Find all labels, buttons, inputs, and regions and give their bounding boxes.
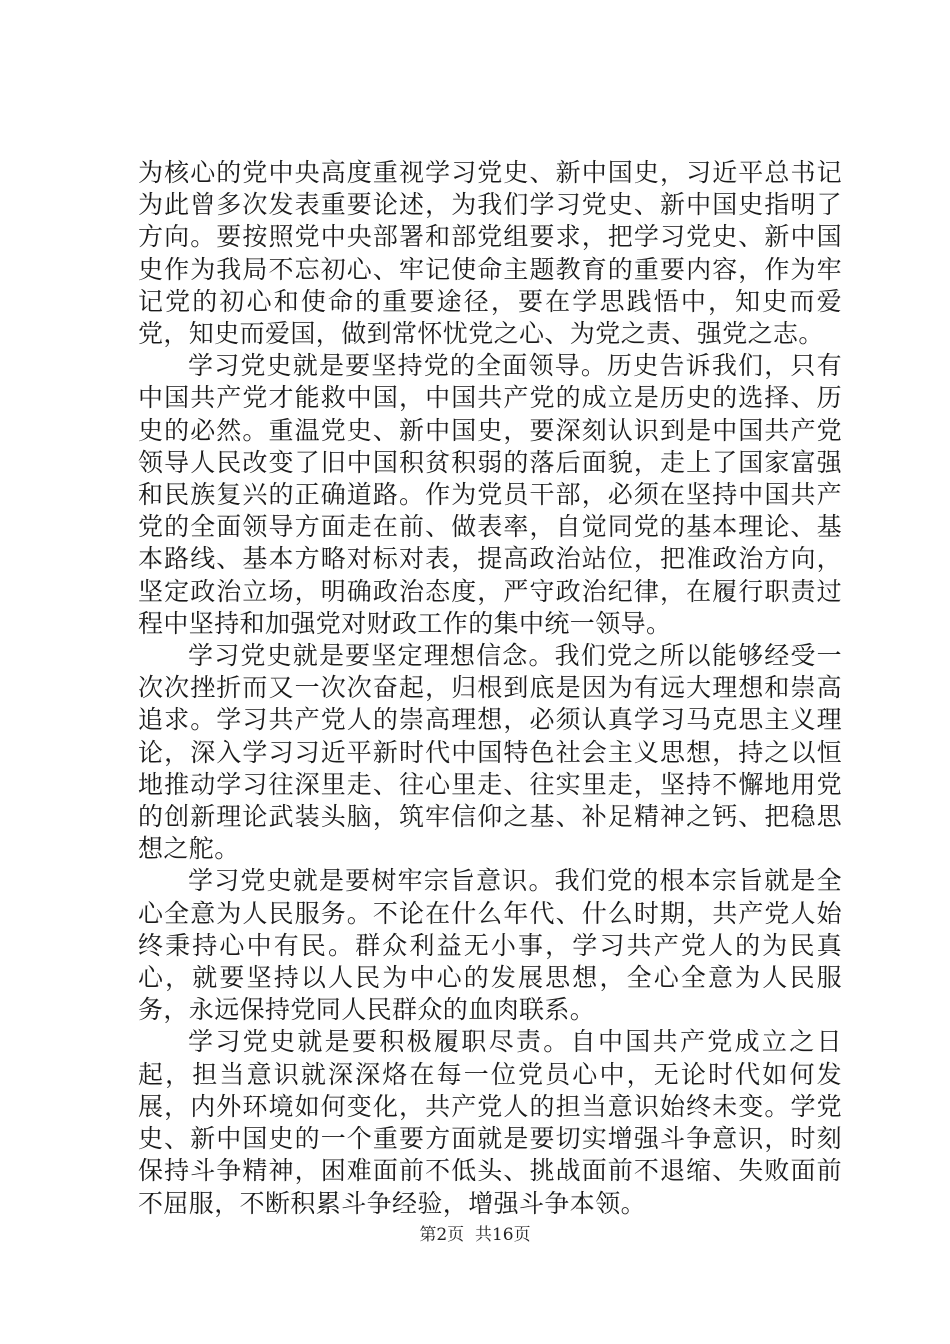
paragraph-party-leadership: 学习党史就是要坚持党的全面领导。历史告诉我们，只有中国共产党才能救中国，中国共产党的成立是历史的选择、历史的必然。重温党史、新中国史，要深刻认识到是中国共产党领导人民改变了旧中国积贫积弱的落后面貌，走上了国家富强和民族复兴的正确道路。作为党员干部，必须在坚持中国共产党的全面领导方面走在前、做表率，自觉同党的基本理论、基本路线、基本方略对标对表，提高政治站位，把准政治方向，坚定政治立场，明确政治态度，严守政治纪律，在履行职责过程中坚持和加强党对财政工作的集中统一领导。 bbox=[138, 351, 842, 638]
paragraph-continuation: 为核心的党中央高度重视学习党史、新中国史，习近平总书记为此曾多次发表重要论述，为我们学习党史、新中国史指明了方向。要按照党中央部署和部党组要求，把学习党史、新中国史作为我局不忘初心、牢记使命主题教育的重要内容，作为牢记党的初心和使命的重要途径，要在学思践悟中，知史而爱党，知史而爱国，做到常怀忧党之心、为党之责、强党之志。 bbox=[138, 158, 842, 349]
page-number-footer: 第2页 共16页 bbox=[419, 1225, 531, 1245]
paragraph-purpose-awareness: 学习党史就是要树牢宗旨意识。我们党的根本宗旨就是全心全意为人民服务。不论在什么年代、什么时期，共产党人始终秉持心中有民。群众利益无小事，学习共产党人的为民真心，就要坚持以人民为中心的发展思想，全心全意为人民服务，永远保持党同人民群众的血肉联系。 bbox=[138, 866, 842, 1025]
paragraph-ideals-beliefs: 学习党史就是要坚定理想信念。我们党之所以能够经受一次次挫折而又一次次奋起，归根到底是因为有远大理想和崇高追求。学习共产党人的崇高理想，必须认真学习马克思主义理论，深入学习习近平新时代中国特色社会主义思想，持之以恒地推动学习往深里走、往心里走、往实里走，坚持不懈地用党的创新理论武装头脑，筑牢信仰之基、补足精神之钙、把稳思想之舵。 bbox=[138, 641, 842, 864]
paragraph-duty-responsibility: 学习党史就是要积极履职尽责。自中国共产党成立之日起，担当意识就深深烙在每一位党员心中，无论时代如何发展，内外环境如何变化，共产党人的担当意识始终未变。学党史、新中国史的一个重要方面就是要切实增强斗争意识，时刻保持斗争精神，困难面前不低头、挑战面前不退缩、失败面前不屈服，不断积累斗争经验，增强斗争本领。 bbox=[138, 1027, 842, 1218]
document-body bbox=[138, 157, 842, 1220]
